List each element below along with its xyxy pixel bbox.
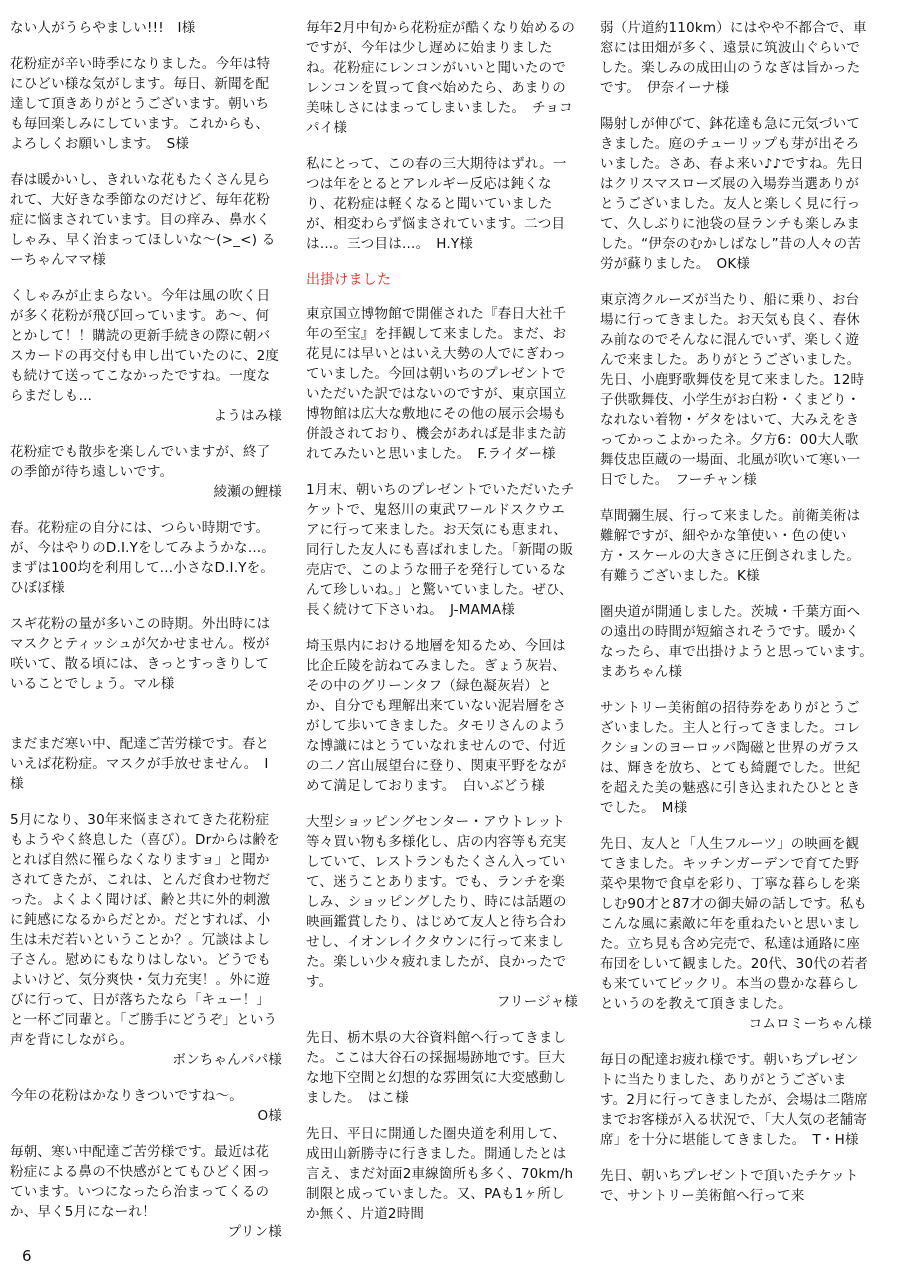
reader-letter [10,734,282,794]
letter-text: スギ花粉の量が多いこの時期。外出時にはマスクとティッシュが欠かせません。桜が咲いて、散る頃には、きっとすっきりしていることでしょう。マル様 [10,616,271,692]
reader-letter [306,812,578,1012]
reader-letter [306,304,578,464]
reader-letter [10,170,282,270]
reader-letter [10,442,282,502]
reader-letter [600,698,872,818]
letter-signature: ようはみ様 [213,408,282,424]
reader-letter [600,114,872,274]
letter-text: 私にとって、この春の三大期待はずれ。一つは年をとるとアレルギー反応は鈍くなり、花粉症は軽くなると聞いていましたが、相変わらず悩まされています。二つ目は…。三つ目は…。 H.Y様 [306,156,567,252]
letter-signature: プリン様 [227,1224,282,1240]
column-1 [10,18,282,1258]
reader-letter [10,54,282,154]
reader-letter [600,1166,872,1206]
reader-letter [10,518,282,598]
reader-letter [600,1050,872,1150]
letter-text: 先日、平日に開通した圏央道を利用して、成田山新勝寺に行きました。開通したとは言え、まだ対面2車線箇所も多く、70km/h制限と成っていました。又、PAも1ヶ所しか無く、片道2時間 [306,1126,574,1222]
column-3 [600,18,880,1222]
letter-text: 大型ショッピングセンター・アウトレット等々買い物も多様化し、店の内容等も充実していて、レストランもたくさん入っていて、迷うことあります。でも、ランチを楽しみ、ショッピングしたり、時には話題の映画鑑賞したり、はじめて友人と待ち合わせし、イオンレイクタウンに行って来ました。楽しい少々疲れましたが、良かったです。 [306,814,567,990]
letter-text: ない人がうらやましい!!! I様 [10,20,196,36]
letter-text: 毎年2月中旬から花粉症が酷くなり始めるのですが、今年は少し遅めに始まりましたね。花粉症にレンコンがいいと聞いたのでレンコンを買って食べ始めたら、あまりの美味しさにはまってしまいました。 チョコパイ様 [306,20,576,136]
letter-text: 東京国立博物館で開催された『春日大社千年の至宝』を拝観して来ました。まだ、お花見には早いとはいえ大勢の人でにぎわっていました。今回は朝いちのプレゼントでいただいた訳ではないのですが、東京国立博物館は広大な敷地にその他の展示会場も併設されており、機会があれば是非また訪れてみたいと思いました。 F.ライダー様 [306,306,567,462]
reader-letter [306,1124,578,1224]
letter-text: 春は暖かいし、きれいな花もたくさん見られて、大好きな季節なのだけど、毎年花粉症に悩まされています。目の痒み、鼻水くしゃみ、早く治まってほしいな〜(>_<) るーちゃんママ様 [10,172,276,268]
column-2 [306,18,578,1240]
reader-letter [306,480,578,620]
letter-text: 5月になり、30年来悩まされてきた花粉症もようやく終息した（喜び）。Drからは齢をとれば自然に罹らなくなりますョ」と聞かされてきたが、これは、とんだ食わせ物だった。よくよく聞けば、齢と共に外的刺激に鈍感になるからだとか。だとすれば、小生は未だ若いということか？。冗談はよし子さん。慰めにもなりはしない。どうでもよいけど、気分爽快・気力充実！。外に遊びに行って、日が落ちたなら「キュー！」と一杯ご同輩と。「ご勝手にどうぞ」という声を背にしながら。 [10,812,280,1048]
letter-text: 今年の花粉はかなりきついですね〜。 [10,1088,243,1104]
letter-text: 毎朝、寒い中配達ご苦労様です。最近は花粉症による鼻の不快感がとてもひどく困っています。いつになったら治まってくるのか、早く5月になーれ！ [10,1144,271,1220]
letter-text: サントリー美術館の招待券をありがとうございました。主人と行ってきました。コレクションのヨーロッパ陶磁と世界のガラスは、輝きを放ち、とても綺麗でした。世紀を超えた美の魅惑に引き込まれたひとときでした。 M様 [600,700,861,816]
letter-text: 草間彌生展、行って来ました。前衛美術は難解ですが、細やかな筆使い・色の使い方・スケールの大きさに圧倒されました。有難うございました。K様 [600,508,861,584]
letter-signature: 綾瀬の鯉様 [213,484,282,500]
reader-letter [306,154,578,254]
letter-text: 埼玉県内における地層を知るため、今回は比企丘陵を訪ねてみました。ぎょう灰岩、その中のグリーンタフ（緑色凝灰岩）とか、自分でも理解出来ていない泥岩層をさがして歩いてきました。タモリさんのような博識にはとうていなれませんので、付近の二ノ宮山展望台に登り、関東平野をながめて満足しております。 白いぶどう様 [306,638,567,794]
letter-text: まだまだ寒い中、配達ご苦労様です。春といえば花粉症。マスクが手放せません。 I様 [10,736,270,792]
letter-text: 先日、栃木県の大谷資料館へ行ってきました。ここは大谷石の採掘場跡地です。巨大な地下空間と幻想的な雰囲気に大変感動しました。 はこ様 [306,1030,567,1106]
letter-signature: コムロミーちゃん様 [748,1016,872,1032]
reader-letter [306,18,578,138]
letter-signature: ボンちゃんパパ様 [172,1052,282,1068]
reader-letter [10,286,282,426]
reader-letter [10,1142,282,1242]
letter-signature: O様 [257,1108,282,1124]
letter-text: 東京湾クルーズが当たり、船に乗り、お台場に行ってきました。お天気も良く、春休み前なのでそんなに混んでいず、楽しく遊んで来ました。ありがとうございました。先日、小鹿野歌舞伎を見て来ました。12時子供歌舞伎、小学生がお白粉・くまどり・なれない着物・ゲタをはいて、大みえをきってかっこよかったネ。夕方6：00大人歌舞伎忠臣蔵の一場面、北風が吹いて寒い一日でした。 フーチャン様 [600,292,865,488]
letter-text: 圏央道が開通しました。茨城・千葉方面への遠出の時間が短縮されそうです。暖かくなったら、車で出掛けようと思っています。 まあちゃん様 [600,604,880,680]
reader-letter [306,636,578,796]
reader-letter [600,18,872,98]
reader-letter [10,614,282,694]
reader-letter [600,602,880,682]
letter-text: 陽射しが伸びて、鉢花達も急に元気づいてきました。庭のチューリップも芽が出そろいました。さあ、春よ来い♪♪ですね。先日はクリスマスローズ展の入場券当選ありがとうございました。友人と楽しく見に行って、久しぶりに池袋の昼ランチも楽しみました。“伊奈のむかしばなし”昔の人々の苦労が蘇りました。 OK様 [600,116,864,272]
letter-text: 弱（片道約110km）にはやや不都合で、車窓には田畑が多く、遠景に筑波山ぐらいでした。楽しみの成田山のうなぎは旨かったです。 伊奈イーナ様 [600,20,867,96]
letter-text: 花粉症でも散歩を楽しんでいますが、終了の季節が待ち遠しいです。 [10,444,271,480]
section-heading: 出掛けました [306,272,392,288]
letter-text: 先日、友人と「人生フルーツ」の映画を観てきました。キッチンガーデンで育てた野菜や果物で食卓を彩り、丁寧な暮らしを楽しむ90才と87才の御夫婦の話しです。私もこんな風に素敵に年を重ねたいと思いました。立ち見も含め完売で、私達は通路に座布団をしいて観ました。20代、30代の若者も来ていてビックリ。本当の豊かな暮らしというのを教えて頂きました。 [600,836,869,1012]
letter-text: 春。花粉症の自分には、つらい時期です。が、今はやりのD.I.Yをしてみようかな…。まずは100均を利用して…小さなD.I.Yを。 ひぼぼ様 [10,520,282,596]
reader-letter [10,18,282,38]
page-number: 6 [22,1247,32,1265]
letter-text: 花粉症が辛い時季になりました。今年は特にひどい様な気がします。毎日、新聞を配達して頂きありがとうございます。朝いちも毎回楽しみにしています。これからも、よろしくお願いします。 S様 [10,56,271,152]
letter-signature: フリージャ様 [496,994,578,1010]
letter-text: くしゃみが止まらない。今年は風の吹く日が多く花粉が飛び回っています。あ〜、何とかして！！購読の更新手続きの際に朝バスカードの再交付も申し出ていたのに、2度も続けて送ってこなかったですね。一度ならまだしも… [10,288,280,404]
letter-text: 1月末、朝いちのプレゼントでいただいたチケットで、鬼怒川の東武ワールドスクウエアに行って来ました。お天気にも恵まれ、同行した友人にも喜ばれました。「新聞の販売店で、このような冊子を発行しているなんて珍しいね。」と驚いていました。ぜひ、長く続けて下さいね。 J-MAMA様 [306,482,575,618]
letter-text: 毎日の配達お疲れ様です。朝いちプレゼントに当たりました、ありがとうございます。2月に行ってきましたが、会場は二階席までお客様が入る状況で、「大人気の老舗寄席」を十分に堪能してきました。 T・H様 [600,1052,869,1148]
reader-letter [600,506,872,586]
reader-letter [10,810,282,1070]
letter-text: 先日、朝いちプレゼントで頂いたチケットで、サントリー美術館へ行って来 [600,1168,859,1204]
reader-letter [306,1028,578,1108]
reader-letter [600,290,872,490]
reader-letter [600,834,872,1034]
reader-letter [10,1086,282,1126]
